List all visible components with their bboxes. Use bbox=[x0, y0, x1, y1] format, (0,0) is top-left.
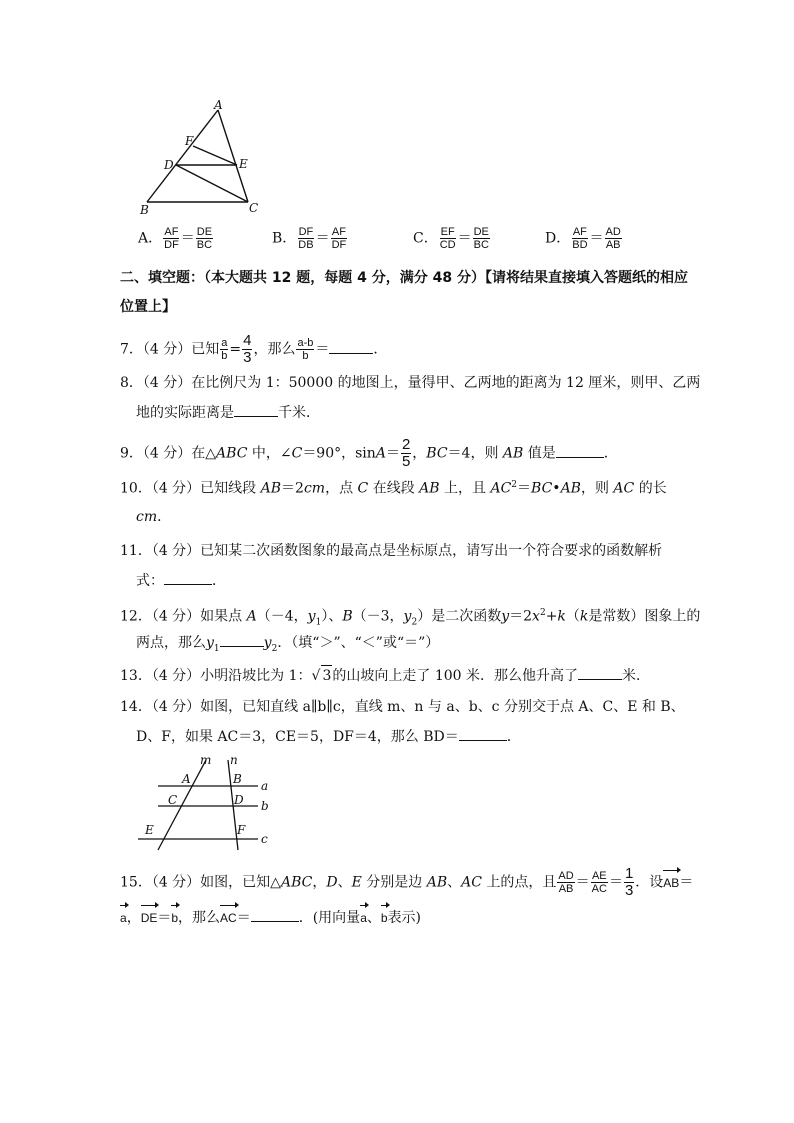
option-b[interactable]: B． $\frac{DF}{DB}$ ＝ $\frac{AF}{DF}$ bbox=[272, 226, 347, 251]
triangle-figure bbox=[130, 98, 270, 220]
question-11: 11．（4 分）已知某二次函数图象的最高点是坐标原点，请写出一个符合要求的函数解析 bbox=[120, 543, 663, 559]
option-a[interactable]: A． $\frac{AF}{DF}$ ＝ $\frac{DE}{BC}$ bbox=[138, 226, 213, 251]
label-c: C bbox=[168, 793, 178, 807]
answer-blank[interactable] bbox=[578, 667, 622, 680]
vector-a: a bbox=[120, 908, 127, 928]
question-14-cont: D、F，如果 AC＝3，CE＝5，DF＝4，那么 BD＝ ． bbox=[136, 729, 521, 745]
question-10: 10．（4 分）已知线段 AB＝2cm，点 C 在线段 AB 上，且 $AC^2=BC•AB$，则 AC 的长 bbox=[120, 480, 667, 497]
fraction: $\frac{AD}{AB}$ bbox=[558, 870, 574, 895]
label-e: E bbox=[239, 157, 248, 171]
label-a: A bbox=[214, 98, 223, 112]
fraction: $\frac{a}{b}$ bbox=[221, 337, 228, 362]
label-e: E bbox=[145, 823, 154, 837]
label-f: F bbox=[185, 134, 194, 148]
option-d[interactable]: D． $\frac{AF}{BD}$ ＝ $\frac{AD}{AB}$ bbox=[545, 226, 621, 251]
option-c[interactable]: C． $\frac{EF}{CD}$ ＝ $\frac{DE}{BC}$ bbox=[413, 226, 489, 251]
question-13: 13．（4 分）小明沿坡比为 1：√ 3的山坡向上走了 100 米．那么他升高了 米． bbox=[120, 665, 650, 686]
side-ab bbox=[147, 110, 218, 202]
vector-ac: AC bbox=[220, 908, 237, 928]
parallel-lines-figure bbox=[136, 752, 286, 852]
label-line-b: b bbox=[261, 799, 269, 813]
question-12: 12．（4 分）如果点 A（－4，$y_1$）、B（－3，$y_2$）是二次函数$y=2x^2+k(k$是常数）图象上的 bbox=[120, 608, 701, 628]
question-8-cont: 地的实际距离是 千米． bbox=[136, 405, 320, 421]
question-15: 15．（4 分）如图，已知△ABC，D、E 分别是边 AB、AC 上的点，且 $\frac{AD}{AB}$ ＝ $\frac{AE}{AC}$ ＝ $\frac{1}{3}$ ．设AB＝ bbox=[120, 865, 694, 899]
fraction: $\frac{AF}{DF}$ bbox=[164, 226, 179, 251]
vector-b: b bbox=[381, 908, 388, 928]
fraction: $\frac{AD}{AB}$ bbox=[605, 226, 621, 251]
fraction: $\frac{AF}{BD}$ bbox=[572, 226, 588, 251]
question-7: 7．（4 分）已知 $\frac{a}{b}$ = $\frac{4}{3}$ ，那么 $\frac{a-b}{b}$ ＝ ． bbox=[120, 332, 388, 366]
fraction: $\frac{EF}{CD}$ bbox=[439, 226, 456, 251]
label-b: B bbox=[140, 203, 149, 217]
question-12-cont: 两点，那么$y_1$ $y_2$．（填“＞”、“＜”或“＝”） bbox=[136, 635, 440, 654]
answer-blank[interactable] bbox=[234, 404, 278, 417]
label-b: B bbox=[233, 772, 242, 786]
answer-blank[interactable] bbox=[556, 445, 604, 458]
fraction: $\frac{DE}{BC}$ bbox=[473, 226, 489, 251]
label-m: m bbox=[200, 753, 212, 767]
answer-blank[interactable] bbox=[220, 634, 264, 647]
fraction: $\frac{AE}{AC}$ bbox=[591, 870, 607, 895]
sqrt-radicand: 3 bbox=[321, 665, 332, 686]
answer-blank[interactable] bbox=[459, 728, 507, 741]
label-c: C bbox=[249, 201, 259, 215]
question-8: 8．（4 分）在比例尺为 1：50000 的地图上，量得甲、乙两地的距离为 12 厘米，则甲、乙两 bbox=[120, 375, 701, 391]
vector-ab: AB bbox=[663, 873, 679, 893]
fraction: $\frac{DF}{DB}$ bbox=[298, 226, 314, 251]
vector-b: b bbox=[171, 908, 178, 928]
question-15-cont: a，DE＝b，那么AC＝ ．(用向量a、b表示) bbox=[120, 910, 422, 926]
question-9: 9．（4 分）在△ABC 中，∠C＝90°，sinA＝ $\frac{2}{5}$ ，BC＝4，则 AB 值是 ． bbox=[120, 436, 618, 470]
label-n: n bbox=[230, 753, 238, 767]
section-heading-cont: 位置上】 bbox=[120, 299, 176, 315]
vector-a: a bbox=[360, 908, 367, 928]
section-heading: 二、填空题：（本大题共 12 题，每题 4 分，满分 48 分）【请将结果直接填入答题纸的相应 bbox=[120, 270, 688, 286]
fraction: $\frac{a-b}{b}$ bbox=[297, 337, 314, 362]
question-14: 14．（4 分）如图，已知直线 a∥b∥c，直线 m、n 与 a、b、c 分别交于点 A、C、E 和 B、 bbox=[120, 699, 685, 715]
question-11-cont: 式： ． bbox=[136, 573, 226, 589]
answer-blank[interactable] bbox=[251, 909, 299, 922]
vector-de: DE bbox=[141, 908, 158, 928]
fraction: $\frac{AF}{DF}$ bbox=[331, 226, 347, 251]
label-a: A bbox=[182, 772, 191, 786]
label-line-c: c bbox=[261, 832, 268, 846]
answer-blank[interactable] bbox=[164, 572, 212, 585]
fraction: $\frac{DE}{BC}$ bbox=[196, 226, 213, 251]
question-10-cont: cm． bbox=[136, 509, 172, 525]
fraction: $\frac{4}{3}$ bbox=[243, 332, 252, 366]
label-d: D bbox=[164, 158, 174, 172]
fraction: $\frac{1}{3}$ bbox=[624, 865, 634, 899]
fraction: $\frac{2}{5}$ bbox=[401, 436, 411, 470]
label-line-a: a bbox=[261, 779, 269, 793]
answer-blank[interactable] bbox=[329, 341, 373, 354]
label-d: D bbox=[234, 793, 244, 807]
label-f: F bbox=[237, 823, 246, 837]
